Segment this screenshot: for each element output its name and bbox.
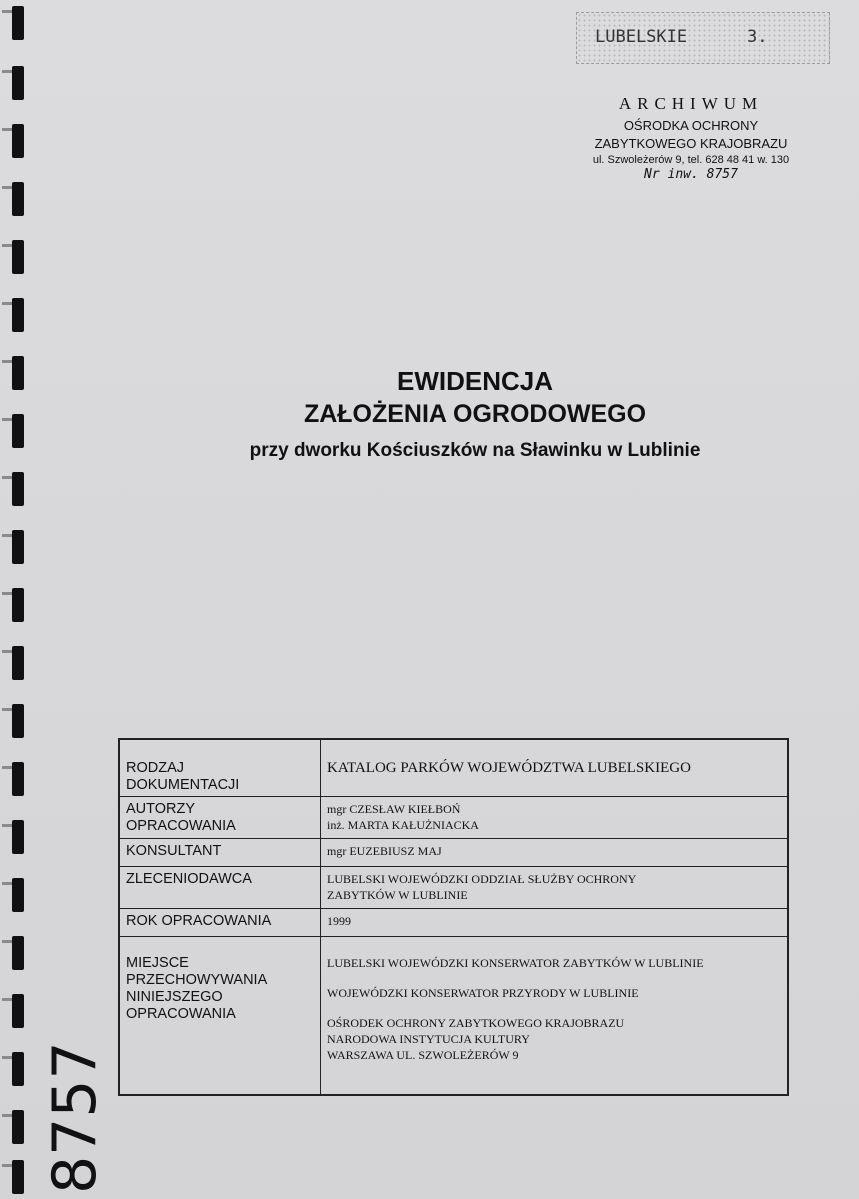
stamp-line-institution: OŚRODKA OCHRONY	[623, 118, 759, 133]
row-value: mgr CZESŁAW KIEŁBOŃ inż. MARTA KAŁUŻNIACKA	[321, 797, 789, 839]
handwritten-label-box	[576, 12, 830, 64]
stamp-line-institution-2: ZABYTKOWEGO KRAJOBRAZU	[594, 136, 788, 151]
row-value: 1999	[321, 909, 789, 937]
row-label: ROK OPRACOWANIA	[119, 909, 321, 937]
binding-ring	[12, 298, 24, 332]
row-value: mgr EUZEBIUSZ MAJ	[321, 839, 789, 867]
table-row	[119, 867, 788, 909]
binding-ring	[12, 530, 24, 564]
row-label: KONSULTANT	[119, 839, 321, 867]
table-row	[119, 937, 788, 1095]
stamp-inventory-number: Nr inw. 8757	[644, 167, 738, 182]
binding-ring	[12, 588, 24, 622]
binding-ring	[12, 994, 24, 1028]
stamp-line-archive: ARCHIWUM	[618, 94, 764, 113]
handwritten-region-number: 3.	[747, 27, 768, 47]
row-label: ZLECENIODAWCA	[119, 867, 321, 909]
archive-stamp	[590, 94, 792, 182]
binding-ring	[12, 1052, 24, 1086]
table-row	[119, 739, 788, 797]
row-value: LUBELSKI WOJEWÓDZKI ODDZIAŁ SŁUŻBY OCHRONY ZABYTKÓW W LUBLINIE	[321, 867, 789, 909]
row-label: AUTORZY OPRACOWANIA	[119, 797, 321, 839]
row-label: MIEJSCE PRZECHOWYWANIA NINIEJSZEGO OPRACOWANIA	[119, 937, 321, 1095]
handwritten-region-text: LUBELSKIE	[595, 27, 688, 47]
stamp-address: ul. Szwoleżerów 9, tel. 628 48 41 w. 130	[592, 154, 790, 166]
binding-ring	[12, 356, 24, 390]
binding-ring	[12, 472, 24, 506]
binding-ring	[12, 936, 24, 970]
document-title: EWIDENCJA	[396, 366, 553, 396]
binding-ring	[12, 820, 24, 854]
binding-ring	[12, 182, 24, 216]
documentation-info-table	[118, 738, 789, 1096]
binding-ring	[12, 878, 24, 912]
table-row	[119, 797, 788, 839]
binding-ring	[12, 124, 24, 158]
binding-ring	[12, 1160, 24, 1194]
binding-ring	[12, 240, 24, 274]
table-row	[119, 909, 788, 937]
binding-ring	[12, 6, 24, 40]
binding-ring	[12, 646, 24, 680]
binding-ring	[12, 66, 24, 100]
handwritten-inventory-number: 8757	[40, 1041, 110, 1194]
table-row	[119, 839, 788, 867]
binding-ring	[12, 704, 24, 738]
binding-ring	[12, 1110, 24, 1144]
document-title-line-2: ZAŁOŻENIA OGRODOWEGO	[303, 400, 647, 428]
row-value: LUBELSKI WOJEWÓDZKI KONSERWATOR ZABYTKÓW W LUBLINIE WOJEWÓDZKI KONSERWATOR PRZYRODY W LUBLINIE OŚRODEK OCHRONY ZABYTKOWEGO KRAJOBRAZU NARODOWA INSTYTUCJA KULTURY WARSZAWA UL. SZWOLEŻERÓW 9	[321, 937, 789, 1095]
spiral-binding	[0, 0, 40, 1199]
row-value: KATALOG PARKÓW WOJEWÓDZTWA LUBELSKIEGO	[321, 739, 789, 797]
document-subtitle: przy dworku Kościuszków na Sławinku w Lublinie	[249, 440, 701, 461]
binding-ring	[12, 762, 24, 796]
binding-ring	[12, 414, 24, 448]
row-label: RODZAJ DOKUMENTACJI	[119, 739, 321, 797]
